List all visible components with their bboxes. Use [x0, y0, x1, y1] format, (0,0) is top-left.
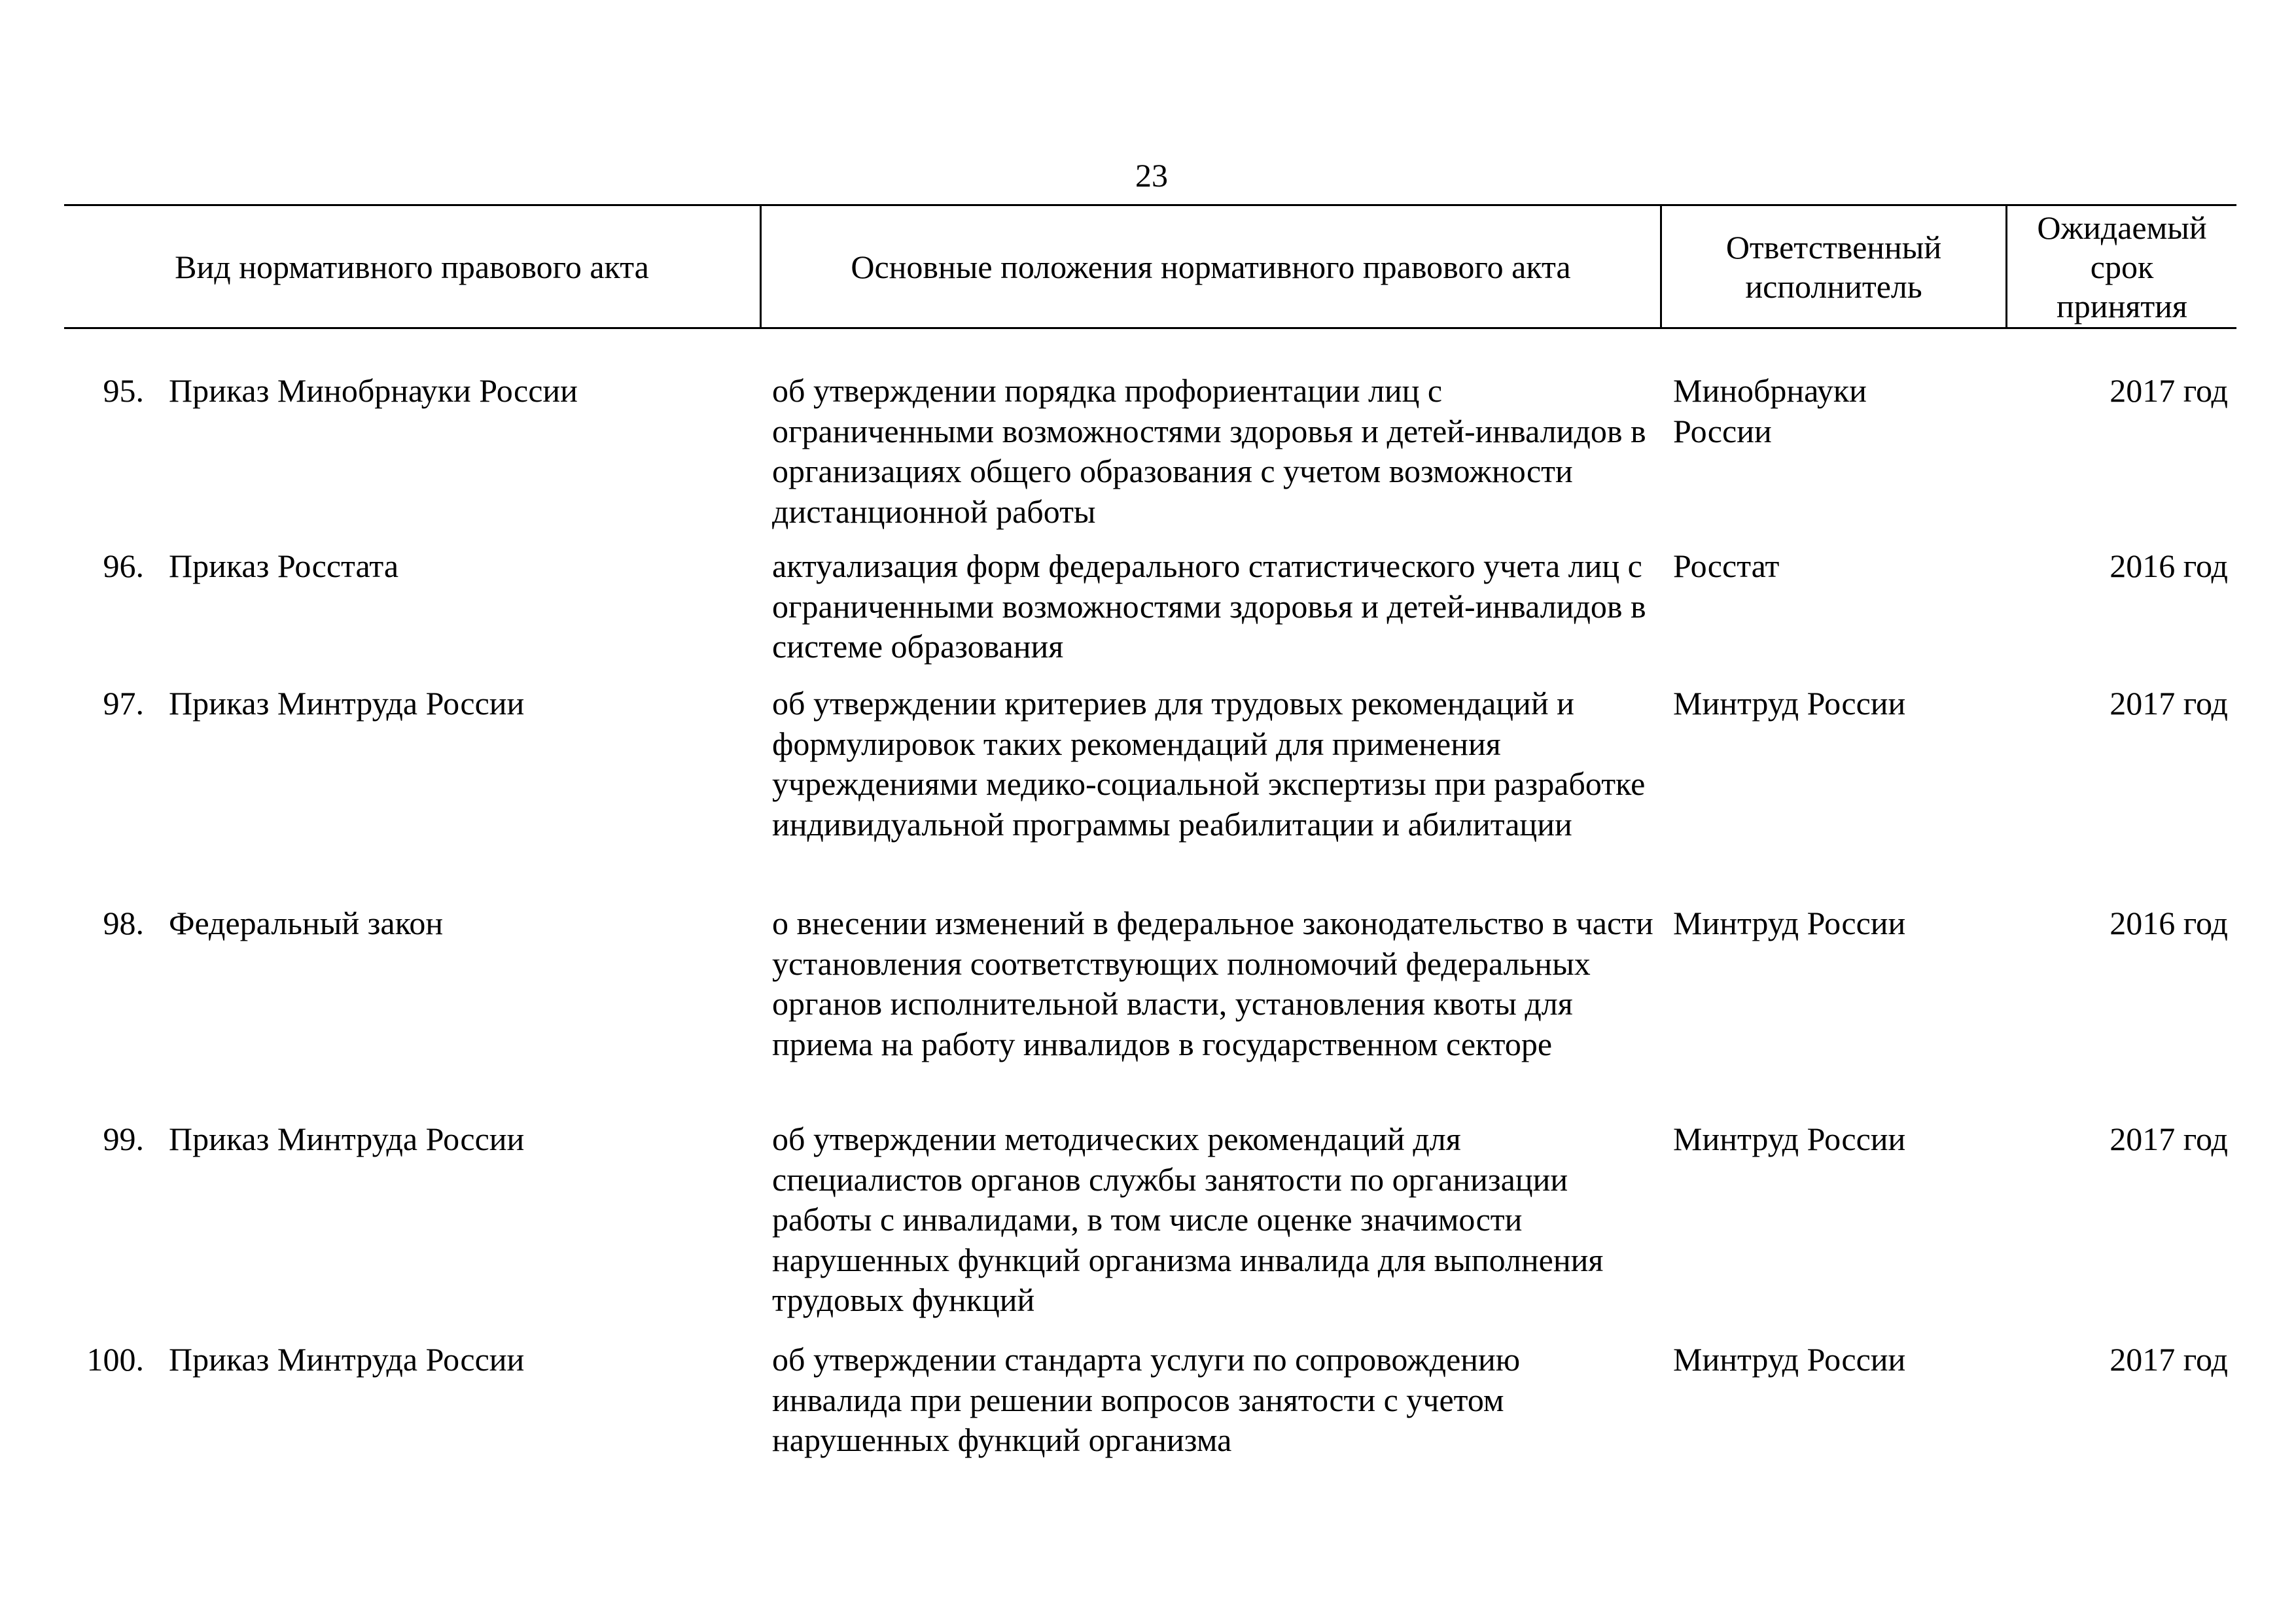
row-number: 100. — [86, 1341, 144, 1378]
column-header-responsible: Ответственный исполнитель — [1725, 228, 1942, 305]
expected-term: 2017 год — [2110, 1341, 2228, 1378]
expected-term: 2016 год — [2110, 905, 2228, 941]
expected-term: 2016 год — [2110, 548, 2228, 584]
expected-term: 2017 год — [2110, 372, 2228, 409]
row-number: 95. — [103, 372, 144, 409]
act-kind: Приказ Минтруда России — [169, 685, 525, 722]
expected-term: 2017 год — [2110, 1121, 2228, 1157]
act-kind: Федеральный закон — [169, 905, 444, 941]
act-kind: Приказ Минтруда России — [169, 1341, 525, 1378]
header-bottom-rule — [64, 327, 2236, 329]
row-number: 97. — [103, 685, 144, 722]
row-number: 96. — [103, 548, 144, 584]
responsible-executor: Росстат — [1673, 548, 1780, 584]
column-header-term: Ожидаемый срок принятия — [2037, 209, 2207, 324]
row-number: 99. — [103, 1121, 144, 1157]
row-number: 98. — [103, 905, 144, 941]
act-provisions: об утверждении порядка профориентации лиц с ограниченными возможностями здоровья и детей-инвалидов в организациях общего образования с учетом возможности дистанционной работы — [772, 372, 1646, 530]
responsible-executor: Минобрнауки России — [1673, 372, 1867, 449]
act-kind: Приказ Минтруда России — [169, 1121, 525, 1157]
responsible-executor: Минтруд России — [1673, 905, 1906, 941]
act-provisions: об утверждении стандарта услуги по сопровождению инвалида при решении вопросов занятости с учетом нарушенных функций организма — [772, 1341, 1521, 1458]
act-kind: Приказ Росстата — [169, 548, 399, 584]
expected-term: 2017 год — [2110, 685, 2228, 722]
responsible-executor: Минтруд России — [1673, 1121, 1906, 1157]
page-number: 23 — [1135, 157, 1168, 194]
column-header-kind: Вид нормативного правового акта — [175, 248, 649, 285]
responsible-executor: Минтруд России — [1673, 1341, 1906, 1378]
act-provisions: об утверждении методических рекомендаций для специалистов органов службы занятости по организации работы с инвалидами, в том числе оценке значимости нарушенных функций организма инвалида для выполнения трудовых функций — [772, 1121, 1604, 1318]
column-header-provisions: Основные положения нормативного правового акта — [851, 248, 1571, 285]
responsible-executor: Минтруд России — [1673, 685, 1906, 722]
act-provisions: о внесении изменений в федеральное законодательство в части установления соответствующих полномочий федеральных органов исполнительной власти, установления квоты для приема на работу инвалидов в государственном секторе — [772, 905, 1653, 1062]
act-provisions: актуализация форм федерального статистического учета лиц с ограниченными возможностями здоровья и детей-инвалидов в системе образования — [772, 548, 1646, 665]
act-provisions: об утверждении критериев для трудовых рекомендаций и формулировок таких рекомендаций для применения учреждениями медико-социальной экспертизы при разработке индивидуальной программы реабилитации и абилитации — [772, 685, 1646, 843]
act-kind: Приказ Минобрнауки России — [169, 372, 578, 409]
